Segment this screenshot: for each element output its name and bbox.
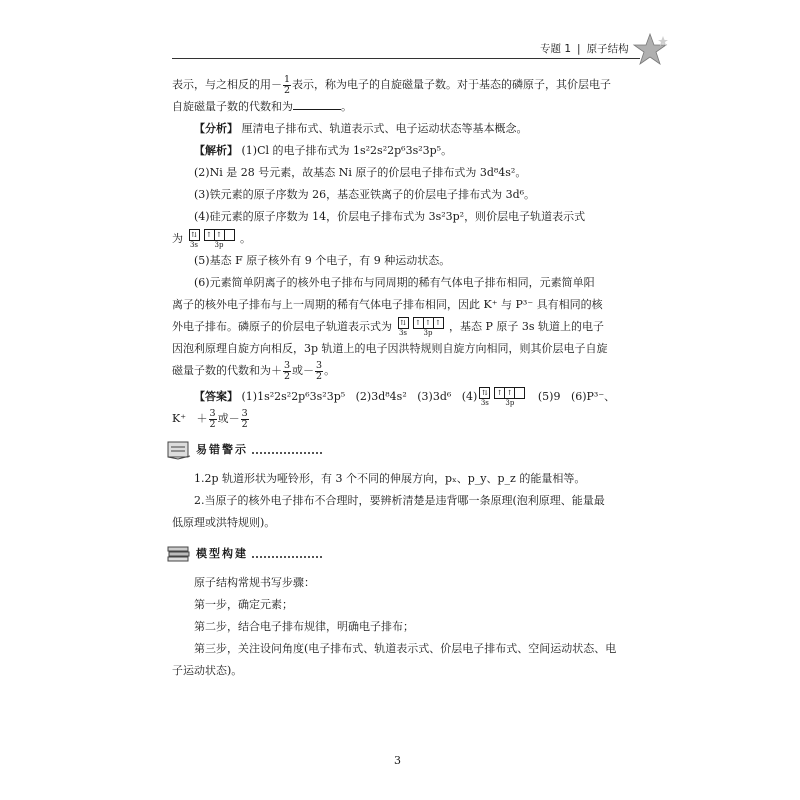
- fraction-half: [283, 75, 291, 96]
- model-line-3b: [172, 660, 638, 682]
- answer-k-ion: K⁺: [172, 412, 187, 425]
- frac-den: 2: [284, 84, 291, 96]
- answer-or-minus: 或－: [217, 412, 240, 425]
- warning-line-2b: [172, 512, 638, 534]
- solution-s1: (1)Cl 的电子排布式为 1s²2s²2p⁶3s²3p⁵。: [241, 144, 453, 157]
- solution-line-5: [172, 250, 638, 272]
- orbital-box: ↑: [413, 317, 424, 329]
- fraction-three-halves: [315, 361, 323, 382]
- warning-section-title: [166, 436, 638, 464]
- fraction-three-halves: [283, 361, 291, 382]
- answer-line-1: [172, 386, 638, 408]
- orbital-3s: [189, 229, 200, 250]
- answer-a4: (4): [461, 390, 478, 403]
- warning-line-2a: [172, 490, 638, 512]
- model-line-3a: [172, 638, 638, 660]
- orbital-box: ↑: [494, 387, 505, 399]
- solution-line-1: [172, 140, 638, 162]
- header-topic: 专题 1: [540, 43, 572, 55]
- solution-line-6d: [172, 338, 638, 360]
- orbital-diagram-p: [396, 317, 446, 338]
- solution-s6b: 离子的核外电子排布与上一周期的稀有气体电子排布相同，因此 K⁺ 与 P³⁻ 具有相同的核: [172, 298, 603, 311]
- solution-line-4a: [172, 206, 638, 228]
- orbital-label: 3p: [505, 398, 515, 407]
- solution-s3: (3)铁元素的原子序数为 26，基态亚铁离子的价层电子排布式为 3d⁶。: [194, 188, 536, 201]
- intro-line-1: [172, 74, 638, 96]
- analysis-text: 厘清电子排布式、轨道表示式、电子运动状态等基本概念。: [241, 122, 528, 135]
- model-line-1: [172, 594, 638, 616]
- orbital-3s: [398, 317, 409, 338]
- orbital-3p: [413, 317, 444, 338]
- intro-text-c: 自旋磁量子数的代数和为: [172, 100, 293, 113]
- solution-s6e-end: 。: [324, 364, 336, 377]
- frac-num: 3: [209, 407, 216, 419]
- solution-line-6b: [172, 294, 638, 316]
- fraction-three-halves: [241, 409, 249, 430]
- warning-title: 易错警示: [196, 443, 248, 456]
- intro-text-a: 表示，与之相反的用－: [172, 78, 282, 91]
- warning-w2b: 低原理或洪特规则)。: [172, 516, 276, 529]
- solution-s6c-pre: 外电子排布。磷原子的价层电子轨道表示式为: [172, 320, 392, 333]
- answer-a1: (1)1s²2s²2p⁶3s²3p⁵: [241, 390, 346, 403]
- header-rule: [172, 58, 640, 59]
- frac-num: 1: [284, 73, 291, 85]
- model-section-title: [166, 540, 638, 568]
- frac-den: 2: [209, 418, 216, 430]
- analysis-tag: 【分析】: [194, 122, 238, 135]
- model-m2: 第二步，结合电子排布规律，明确电子排布；: [194, 620, 414, 633]
- orbital-box: ⇅: [479, 387, 490, 399]
- solution-line-6c: [172, 316, 638, 338]
- solution-line-2: [172, 162, 638, 184]
- solution-line-4b: [172, 228, 638, 250]
- orbital-label: 3s: [480, 398, 489, 407]
- orbital-diagram-si: [187, 229, 237, 250]
- answer-a3: (3)3d⁶: [417, 390, 452, 403]
- star-decoration-icon: [630, 32, 670, 68]
- solution-s6d: 因泡利原理自旋方向相反，3p 轨道上的电子因洪特规则自旋方向相同，则其价层电子自旋: [172, 342, 608, 355]
- page-header: [0, 0, 800, 70]
- orbital-box: ↑: [204, 229, 215, 241]
- orbital-label: 3p: [423, 328, 433, 337]
- notebook-icon: [166, 439, 192, 461]
- frac-num: 3: [284, 359, 291, 371]
- frac-den: 2: [284, 370, 291, 382]
- model-m3b: 子运动状态)。: [172, 664, 243, 677]
- page-number: 3: [394, 754, 401, 767]
- answer-line-2: [172, 408, 638, 430]
- solution-line-6a: [172, 272, 638, 294]
- warning-line-1: [172, 468, 638, 490]
- warning-w1: 1.2p 轨道形状为哑铃形，有 3 个不同的伸展方向，pₓ、p_y、p_z 的能量相等。: [194, 472, 586, 485]
- orbital-diagram-answer: [477, 387, 527, 408]
- title-dots: [252, 446, 322, 454]
- solution-s6e-mid: 或－: [292, 364, 315, 377]
- orbital-label: 3p: [214, 240, 224, 249]
- orbital-box: ↑: [504, 387, 515, 399]
- solution-line-6e: [172, 360, 638, 382]
- frac-den: 2: [316, 370, 323, 382]
- page-content: [172, 74, 638, 682]
- orbital-box: ⇅: [398, 317, 409, 329]
- header-label: 专题 1 | 原子结构: [540, 43, 629, 55]
- orbital-label: 3s: [189, 240, 199, 249]
- solution-s6a: (6)元素简单阴离子的核外电子排布与同周期的稀有气体电子排布相同，元素简单阳: [194, 276, 595, 289]
- orbital-3p: [204, 229, 235, 250]
- intro-text-b: 表示，称为电子的自旋磁量子数。对于基态的磷原子，其价层电子: [292, 78, 612, 91]
- solution-s5: (5)基态 F 原子核外有 9 个电子，有 9 种运动状态。: [194, 254, 451, 267]
- analysis-line: [172, 118, 638, 140]
- solution-s4a: (4)硅元素的原子序数为 14，价层电子排布式为 3s²3p²，则价层电子轨道表示式: [194, 210, 586, 223]
- model-m1: 第一步，确定元素；: [194, 598, 293, 611]
- orbital-box: ↑: [433, 317, 444, 329]
- model-line-2: [172, 616, 638, 638]
- orbital-box: [224, 229, 235, 241]
- frac-den: 2: [241, 418, 248, 430]
- solution-s6e-pre: 磁量子数的代数和为＋: [172, 364, 282, 377]
- orbital-3s: [479, 387, 490, 408]
- fraction-three-halves: [209, 409, 217, 430]
- header-title: 原子结构: [586, 43, 629, 55]
- answer-a2: (2)3d⁸4s²: [355, 390, 407, 403]
- books-icon: [166, 543, 192, 565]
- answer-plus: ＋: [196, 412, 208, 425]
- solution-tag: 【解析】: [194, 144, 238, 157]
- answer-tag: 【答案】: [194, 390, 238, 403]
- answer-a6: (6)P³⁻、: [570, 390, 616, 403]
- answer-blank: [293, 97, 341, 110]
- orbital-box: ⇅: [189, 229, 200, 241]
- solution-s4b-end: 。: [240, 232, 251, 245]
- model-line-0: [172, 572, 638, 594]
- orbital-box: [514, 387, 525, 399]
- orbital-box: ↑: [423, 317, 434, 329]
- intro-text-end: 。: [341, 100, 352, 113]
- solution-s4b-pre: 为: [172, 232, 183, 245]
- model-m3a: 第三步，关注设问角度(电子排布式、轨道表示式、价层电子排布式、空间运动状态、电: [194, 642, 617, 655]
- frac-num: 3: [316, 359, 323, 371]
- title-dots: [252, 550, 322, 558]
- answer-a5: (5)9: [537, 390, 561, 403]
- orbital-3p: [494, 387, 525, 408]
- solution-line-3: [172, 184, 638, 206]
- model-m0: 原子结构常规书写步骤：: [194, 576, 315, 589]
- solution-s2: (2)Ni 是 28 号元素，故基态 Ni 原子的价层电子排布式为 3d⁸4s²。: [194, 166, 527, 179]
- solution-s6c-post: ，基态 P 原子 3s 轨道上的电子: [449, 320, 605, 333]
- orbital-label: 3s: [398, 328, 408, 337]
- model-title: 模型构建: [196, 547, 248, 560]
- intro-line-2: [172, 96, 638, 118]
- orbital-box: ↑: [214, 229, 225, 241]
- warning-w2a: 2.当原子的核外电子排布不合理时，要辨析清楚是违背哪一条原理(泡利原理、能量最: [194, 494, 605, 507]
- frac-num: 3: [241, 407, 248, 419]
